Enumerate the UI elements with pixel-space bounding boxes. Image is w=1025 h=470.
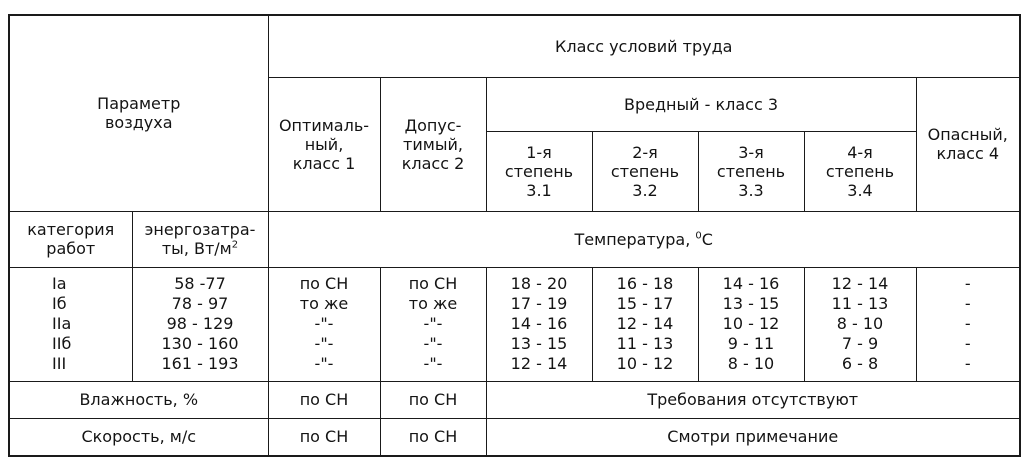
dangerous-class-header	[916, 77, 1020, 211]
degree-3-4-line-1: 4-я	[847, 142, 873, 162]
category-values	[9, 267, 132, 381]
degree-3-4-line-2: степень	[825, 161, 895, 181]
category-value: III	[52, 354, 67, 373]
energy-line-2	[135, 239, 266, 258]
energy-values	[132, 267, 268, 381]
temperature-value: 17 - 19	[510, 294, 568, 313]
category-value: Ia	[52, 274, 67, 293]
temperature-value: 14 - 16	[510, 314, 568, 333]
dangerous-value: -	[964, 334, 971, 353]
temperature-value: 16 - 18	[616, 274, 674, 293]
energy-value: 58 -77	[174, 274, 226, 293]
harmful-class-header: Вредный - класс 3	[486, 77, 916, 131]
temperature-value: 11 - 13	[616, 334, 674, 353]
energy-line-1: энергозатра-	[144, 220, 256, 239]
working-conditions-table	[8, 14, 1021, 457]
degree-3-4-header	[804, 131, 916, 211]
temperature-value: 14 - 16	[722, 274, 780, 293]
dangerous-value: -	[964, 314, 971, 333]
optimal-value: -"-	[314, 334, 334, 353]
temperature-value: 8 - 10	[836, 314, 884, 333]
degree-3-1-header	[486, 131, 592, 211]
optimal-line-2: ный,	[304, 134, 344, 154]
temperature-value: 12 - 14	[510, 354, 568, 373]
temperature-value: 12 - 14	[616, 314, 674, 333]
degree-3-3-line-3: 3.3	[738, 180, 764, 200]
category-line-2: работ	[46, 239, 96, 258]
category-value: IIa	[52, 314, 72, 333]
degree-3-2-line-2: степень	[610, 161, 680, 181]
dangerous-value: -	[964, 354, 971, 373]
parameter-line-1: Параметр	[97, 94, 181, 114]
optimal-value: по СН	[299, 274, 349, 293]
humidity-optimal: по СН	[268, 381, 380, 418]
optimal-line-3: класс 1	[292, 153, 356, 173]
degree-3-3-values	[698, 267, 804, 381]
dangerous-values	[916, 267, 1020, 381]
permissible-value: то же	[408, 294, 458, 313]
temperature-value: 11 - 13	[831, 294, 889, 313]
permissible-line-3: класс 2	[401, 153, 465, 173]
permissible-line-1: Допус-	[404, 115, 462, 135]
optimal-value: то же	[299, 294, 349, 313]
temperature-value: 8 - 10	[727, 354, 775, 373]
energy-value: 161 - 193	[161, 354, 239, 373]
energy-value: 78 - 97	[171, 294, 229, 313]
speed-optimal: по СН	[268, 418, 380, 456]
speed-harmful: Смотри примечание	[486, 418, 1020, 456]
degree-3-2-values	[592, 267, 698, 381]
degree-3-4-values	[804, 267, 916, 381]
temperature-celsius: С	[701, 229, 713, 249]
optimal-values	[268, 267, 380, 381]
temperature-value: 6 - 8	[841, 354, 879, 373]
permissible-class-header	[380, 77, 486, 211]
optimal-value: -"-	[314, 354, 334, 373]
degree-3-1-line-1: 1-я	[526, 142, 552, 162]
category-header	[9, 211, 132, 267]
class-title-header: Класс условий труда	[268, 15, 1020, 77]
energy-value: 98 - 129	[166, 314, 234, 333]
optimal-line-1: Оптималь-	[278, 115, 370, 135]
temperature-label: Температура,	[574, 229, 696, 249]
temperature-header	[268, 211, 1020, 267]
permissible-value: -"-	[423, 334, 443, 353]
temperature-degree: 0	[695, 230, 702, 242]
energy-header	[132, 211, 268, 267]
degree-3-2-line-3: 3.2	[632, 180, 658, 200]
temperature-value: 15 - 17	[616, 294, 674, 313]
optimal-value: -"-	[314, 314, 334, 333]
parameter-header	[9, 15, 268, 211]
degree-3-3-header	[698, 131, 804, 211]
degree-3-1-values	[486, 267, 592, 381]
degree-3-3-line-2: степень	[716, 161, 786, 181]
speed-label: Скорость, м/с	[9, 418, 268, 456]
degree-3-2-line-1: 2-я	[632, 142, 658, 162]
humidity-label: Влажность, %	[9, 381, 268, 418]
energy-unit-power: 2	[231, 239, 239, 251]
humidity-permissible: по СН	[380, 381, 486, 418]
temperature-value: 18 - 20	[510, 274, 568, 293]
parameter-line-2: воздуха	[104, 113, 173, 133]
dangerous-value: -	[964, 274, 971, 293]
degree-3-2-header	[592, 131, 698, 211]
category-value: Iб	[52, 294, 67, 313]
energy-unit: ты, Вт/м	[161, 239, 232, 258]
degree-3-3-line-1: 3-я	[738, 142, 764, 162]
permissible-line-2: тимый,	[403, 134, 463, 154]
permissible-value: -"-	[423, 314, 443, 333]
degree-3-4-line-3: 3.4	[847, 180, 873, 200]
temperature-value: 9 - 11	[727, 334, 775, 353]
category-line-1: категория	[27, 220, 115, 239]
speed-permissible: по СН	[380, 418, 486, 456]
humidity-harmful: Требования отсутствуют	[486, 381, 1020, 418]
optimal-class-header	[268, 77, 380, 211]
energy-value: 130 - 160	[161, 334, 239, 353]
temperature-value: 12 - 14	[831, 274, 889, 293]
temperature-value: 10 - 12	[616, 354, 674, 373]
temperature-value: 7 - 9	[841, 334, 879, 353]
temperature-value: 10 - 12	[722, 314, 780, 333]
degree-3-1-line-2: степень	[504, 161, 574, 181]
permissible-value: по СН	[408, 274, 458, 293]
dangerous-line-2: класс 4	[936, 144, 1000, 163]
dangerous-value: -	[964, 294, 971, 313]
permissible-value: -"-	[423, 354, 443, 373]
temperature-value: 13 - 15	[510, 334, 568, 353]
temperature-value: 13 - 15	[722, 294, 780, 313]
degree-3-1-line-3: 3.1	[526, 180, 552, 200]
dangerous-line-1: Опасный,	[927, 125, 1008, 144]
category-value: IIб	[52, 334, 72, 353]
permissible-values	[380, 267, 486, 381]
